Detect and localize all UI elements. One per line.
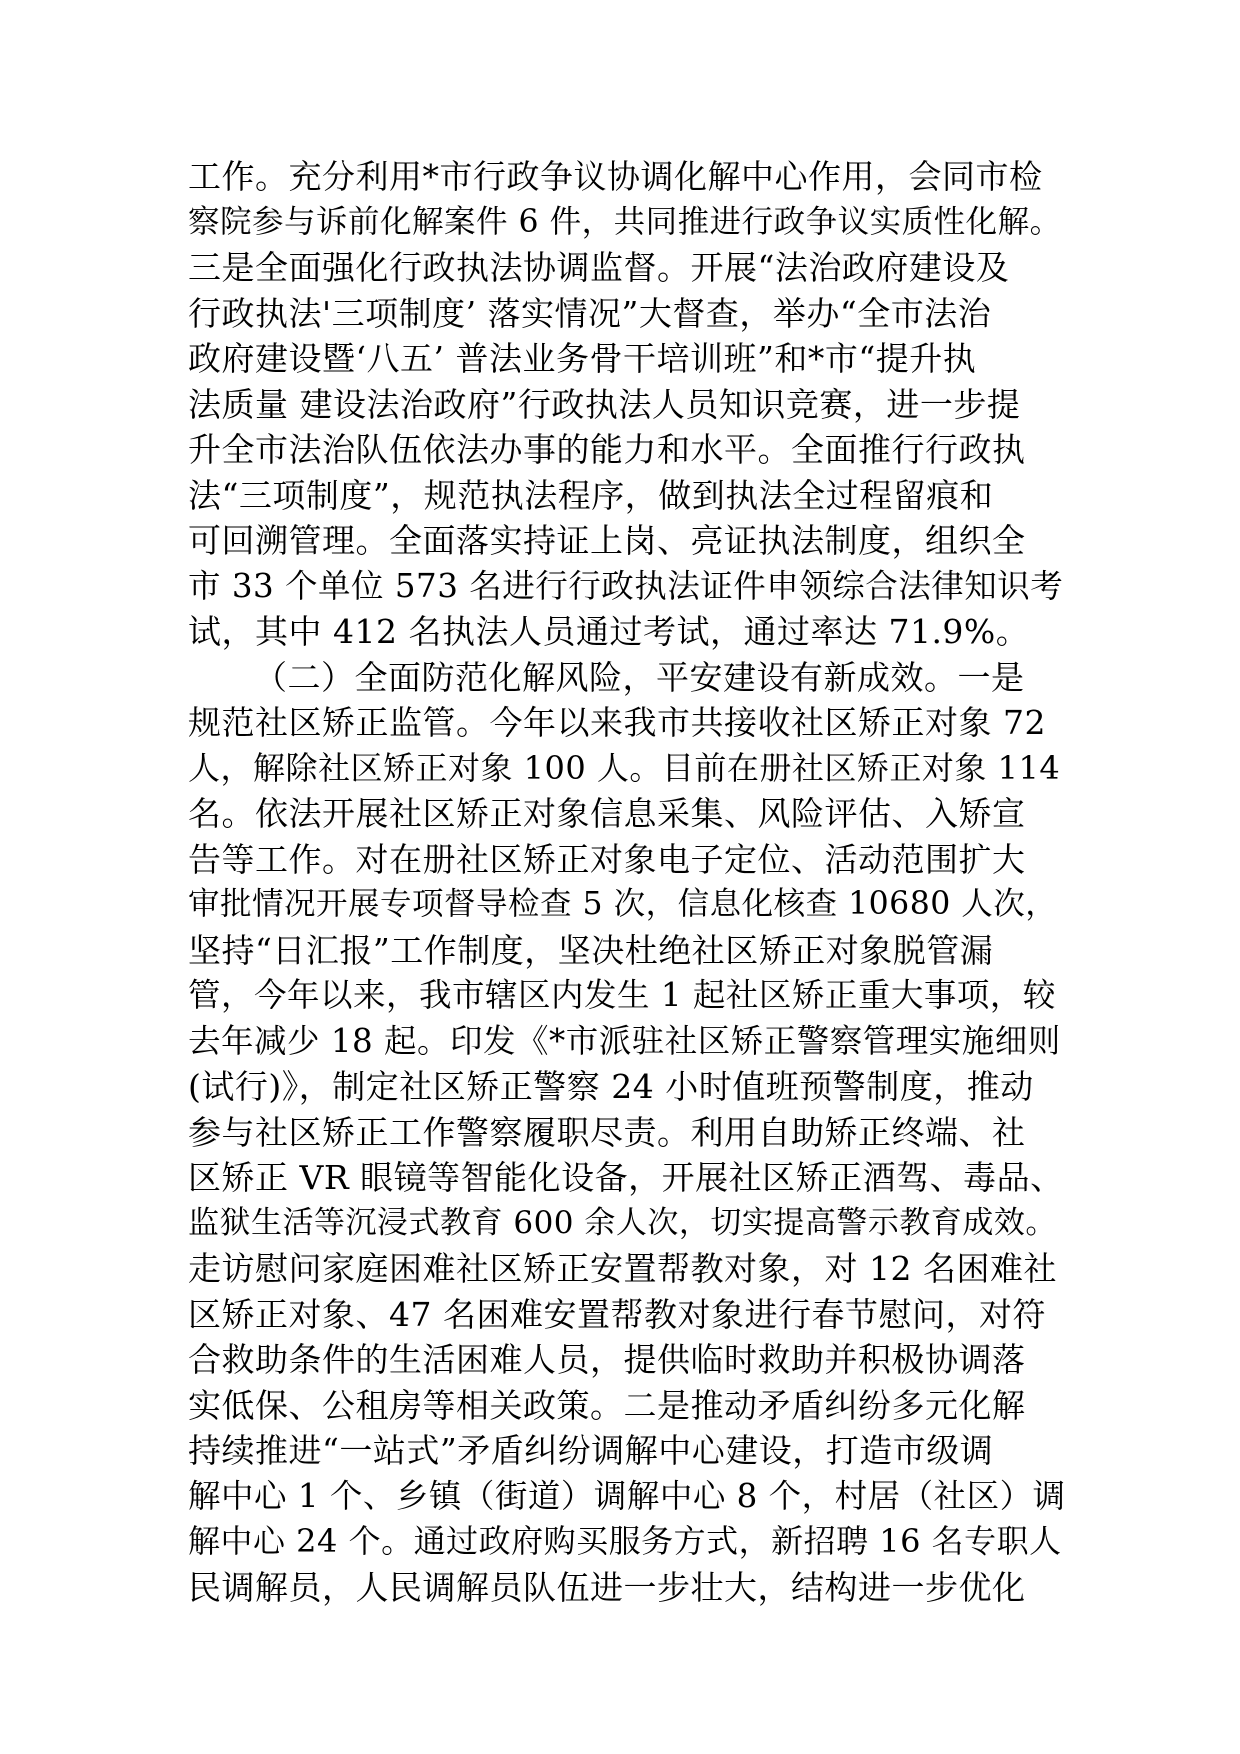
text-line: 人，解除社区矫正对象 100 人。目前在册社区矫正对象 114 [188, 748, 1061, 787]
text-line: 名。依法开展社区矫正对象信息采集、风险评估、入矫宣 [188, 794, 1026, 833]
text-line: 升全市法治队伍依法办事的能力和水平。全面推行行政执 [188, 430, 1026, 469]
text-line: 区矫正对象、47 名困难安置帮教对象进行春节慰问，对符 [188, 1294, 1046, 1334]
text-line: 实低保、公租房等相关政策。二是推动矛盾纠纷多元化解 [188, 1385, 1026, 1425]
text-line: 市 33 个单位 573 名进行行政执法证件申领综合法律知识考 [188, 566, 1064, 605]
text-line: 参与社区矫正工作警察履职尽责。利用自助矫正终端、社 [188, 1112, 1026, 1152]
text-line: 审批情况开展专项督导检查 5 次，信息化核查 10680 人次， [188, 886, 1058, 922]
text-line: 三是全面强化行政执法协调监督。开展“法治政府建设及 [188, 248, 1010, 287]
text-line: 行政执法'三项制度’ 落实情况”大督查，举办“全市法治 [188, 293, 992, 333]
text-line: 试，其中 412 名执法人员通过考试，通过率达 71.9%。 [188, 612, 1030, 651]
text-line: 坚持“日汇报”工作制度，坚决杜绝社区矫正对象脱管漏 [188, 930, 994, 970]
text-line: 法“三项制度”，规范执法程序，做到执法全过程留痕和 [188, 475, 994, 515]
text-line: 察院参与诉前化解案件 6 件，共同推进行政争议实质性化解。 [188, 203, 1062, 240]
text-line: 管，今年以来，我市辖区内发生 1 起社区矫正重大事项，较 [188, 976, 1056, 1014]
text-line: 监狱生活等沉浸式教育 600 余人次，切实提高警示教育成效。 [188, 1204, 1057, 1241]
text-line: 走访慰问家庭困难社区矫正安置帮教对象，对 12 名困难社 [188, 1249, 1057, 1288]
text-line: 可回溯管理。全面落实持证上岗、亮证执法制度，组织全 [188, 521, 1026, 560]
body-text [188, 154, 1068, 1610]
text-line: 告等工作。对在册社区矫正对象电子定位、活动范围扩大 [188, 839, 1026, 879]
text-line: 合救助条件的生活困难人员，提供临时救助并积极协调落 [188, 1340, 1026, 1379]
text-line: 解中心 1 个、乡镇（街道）调解中心 8 个，村居（社区）调 [188, 1476, 1066, 1515]
text-line: （二）全面防范化解风险，平安建设有新成效。一是 [254, 657, 1025, 697]
text-line: (试行)》，制定社区矫正警察 24 小时值班预警制度，推动 [188, 1067, 1034, 1106]
text-line: 工作。充分利用*市行政争议协调化解中心作用，会同市检 [188, 157, 1043, 196]
text-line: 规范社区矫正监管。今年以来我市共接收社区矫正对象 72 [188, 703, 1046, 742]
text-line: 政府建设暨‘八五’ 普法业务骨干培训班”和*市“提升执 [188, 339, 977, 378]
text-line: 解中心 24 个。通过政府购买服务方式，新招聘 16 名专职人 [188, 1522, 1062, 1560]
text-line: 民调解员，人民调解员队伍进一步壮大，结构进一步优化 [188, 1567, 1026, 1607]
text-line: 去年减少 18 起。印发《*市派驻社区矫正警察管理实施细则 [188, 1021, 1061, 1060]
text-line: 区矫正 VR 眼镜等智能化设备，开展社区矫正酒驾、毒品、 [188, 1158, 1064, 1197]
text-line: 法质量 建设法治政府”行政执法人员知识竞赛，进一步提 [188, 384, 1021, 424]
text-line: 持续推进“一站式”矛盾纠纷调解中心建设，打造市级调 [188, 1431, 994, 1470]
